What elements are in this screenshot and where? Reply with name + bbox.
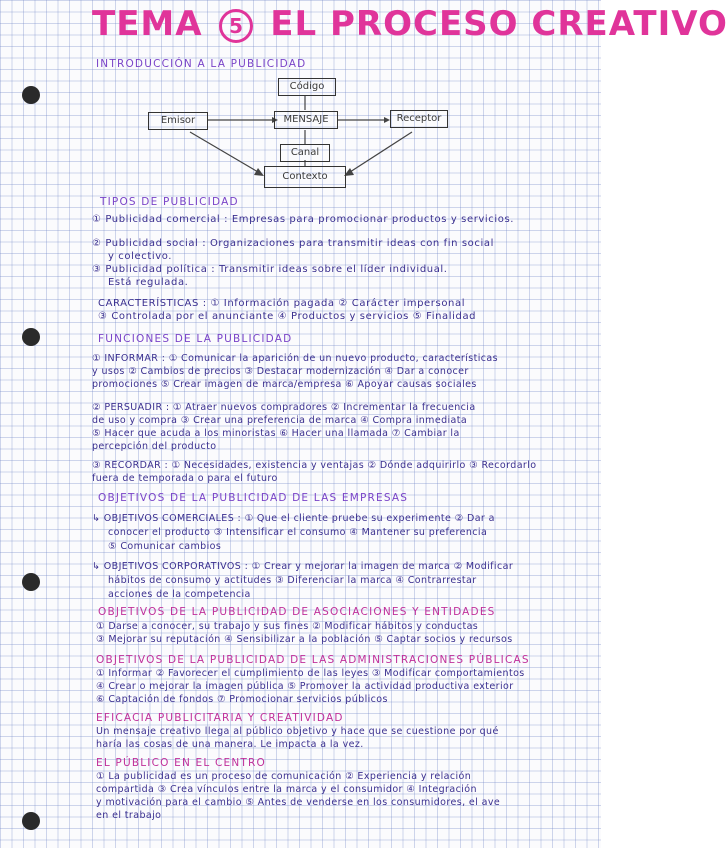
diagram-contexto: Contexto [264, 166, 346, 188]
objetivos-empresas-line: ↳ OBJETIVOS CORPORATIVOS : ① Crear y mejorar la imagen de marca ② Modificar [92, 561, 514, 572]
administraciones-line: ① Informar ② Favorecer el cumplimiento de las leyes ③ Modificar comportamientos [96, 668, 525, 679]
diagram-canal: Canal [280, 144, 330, 162]
title-prefix: TEMA [92, 4, 203, 44]
funciones-line: de uso y compra ③ Crear una preferencia de marca ④ Compra inmediata [92, 415, 468, 426]
funciones-line: percepción del producto [92, 441, 217, 452]
administraciones-line: ④ Crear o mejorar la imagen pública ⑤ Promover la actividad productiva exterior [96, 681, 514, 692]
objetivos-empresas-line: hábitos de consumo y actitudes ③ Diferenciar la marca ④ Contrarrestar [108, 575, 477, 586]
intro-heading: INTRODUCCIÓN A LA PUBLICIDAD [96, 58, 307, 70]
centro-line: en el trabajo [96, 810, 162, 821]
diagram-receptor: Receptor [390, 110, 448, 128]
eficacia-heading: EFICACIA PUBLICITARIA Y CREATIVIDAD [96, 712, 344, 724]
centro-line: compartida ③ Crea vínculos entre la marca y el consumidor ④ Integración [96, 784, 477, 795]
funciones-line: ③ RECORDAR : ① Necesidades, existencia y ventajas ② Dónde adquirirlo ③ Recordarlo [92, 460, 537, 471]
funciones-line: ① INFORMAR : ① Comunicar la aparición de un nuevo producto, características [92, 353, 498, 364]
diagram-emisor: Emisor [148, 112, 208, 130]
tipos-line: y colectivo. [108, 251, 173, 262]
objetivos-empresas-line: ↳ OBJETIVOS COMERCIALES : ① Que el cliente pruebe su experimente ② Dar a [92, 513, 495, 524]
administraciones-heading: OBJETIVOS DE LA PUBLICIDAD DE LAS ADMINISTRACIONES PÚBLICAS [96, 654, 530, 666]
tipos-heading: TIPOS DE PUBLICIDAD [100, 196, 239, 208]
funciones-line: ② PERSUADIR : ① Atraer nuevos compradores ② Incrementar la frecuencia [92, 402, 476, 413]
objetivos-empresas-line: acciones de la competencia [108, 589, 251, 600]
tipos-line: Está regulada. [108, 277, 189, 288]
asociaciones-line: ① Darse a conocer, su trabajo y sus fines ② Modificar hábitos y conductas [96, 621, 479, 632]
funciones-line: fuera de temporada o para el futuro [92, 473, 278, 484]
eficacia-line: haría las cosas de una manera. Le impacta a la vez. [96, 739, 364, 750]
objetivos-empresas-line: conocer el producto ③ Intensificar el consumo ④ Mantener su preferencia [108, 527, 488, 538]
asociaciones-heading: OBJETIVOS DE LA PUBLICIDAD DE ASOCIACIONES Y ENTIDADES [98, 606, 496, 618]
objetivos-empresas-heading: OBJETIVOS DE LA PUBLICIDAD DE LAS EMPRESAS [98, 492, 409, 504]
title-rest: EL PROCESO CREATIVO [270, 4, 728, 44]
objetivos-empresas-line: ⑤ Comunicar cambios [108, 541, 222, 552]
caracteristicas-line: ③ Controlada por el anunciante ④ Productos y servicios ⑤ Finalidad [98, 311, 477, 322]
asociaciones-line: ③ Mejorar su reputación ④ Sensibilizar a la población ⑤ Captar socios y recursos [96, 634, 513, 645]
tipos-line: ① Publicidad comercial : Empresas para promocionar productos y servicios. [92, 214, 515, 225]
funciones-line: y usos ② Cambios de precios ③ Destacar modernización ④ Dar a conocer [92, 366, 469, 377]
funciones-line: ⑤ Hacer que acuda a los minoristas ⑥ Hacer una llamada ⑦ Cambiar la [92, 428, 460, 439]
funciones-line: promociones ⑤ Crear imagen de marca/empresa ⑥ Apoyar causas sociales [92, 379, 477, 390]
funciones-heading: FUNCIONES DE LA PUBLICIDAD [98, 333, 293, 345]
administraciones-line: ⑥ Captación de fondos ⑦ Promocionar servicios públicos [96, 694, 388, 705]
eficacia-line: Un mensaje creativo llega al público objetivo y hace que se cuestione por qué [96, 726, 499, 737]
tipos-line: ② Publicidad social : Organizaciones para transmitir ideas con fin social [92, 238, 494, 249]
caracteristicas-line: CARACTERÍSTICAS : ① Información pagada ② Carácter impersonal [98, 298, 466, 309]
diagram-codigo: Código [278, 78, 336, 96]
centro-line: y motivación para el cambio ⑤ Antes de venderse en los consumidores, el ave [96, 797, 501, 808]
title-number: 5 [219, 9, 253, 43]
centro-heading: EL PÚBLICO EN EL CENTRO [96, 757, 266, 769]
diagram-mensaje: MENSAJE [274, 111, 338, 129]
centro-line: ① La publicidad es un proceso de comunicación ② Experiencia y relación [96, 771, 472, 782]
tipos-line: ③ Publicidad política : Transmitir ideas sobre el líder individual. [92, 264, 448, 275]
